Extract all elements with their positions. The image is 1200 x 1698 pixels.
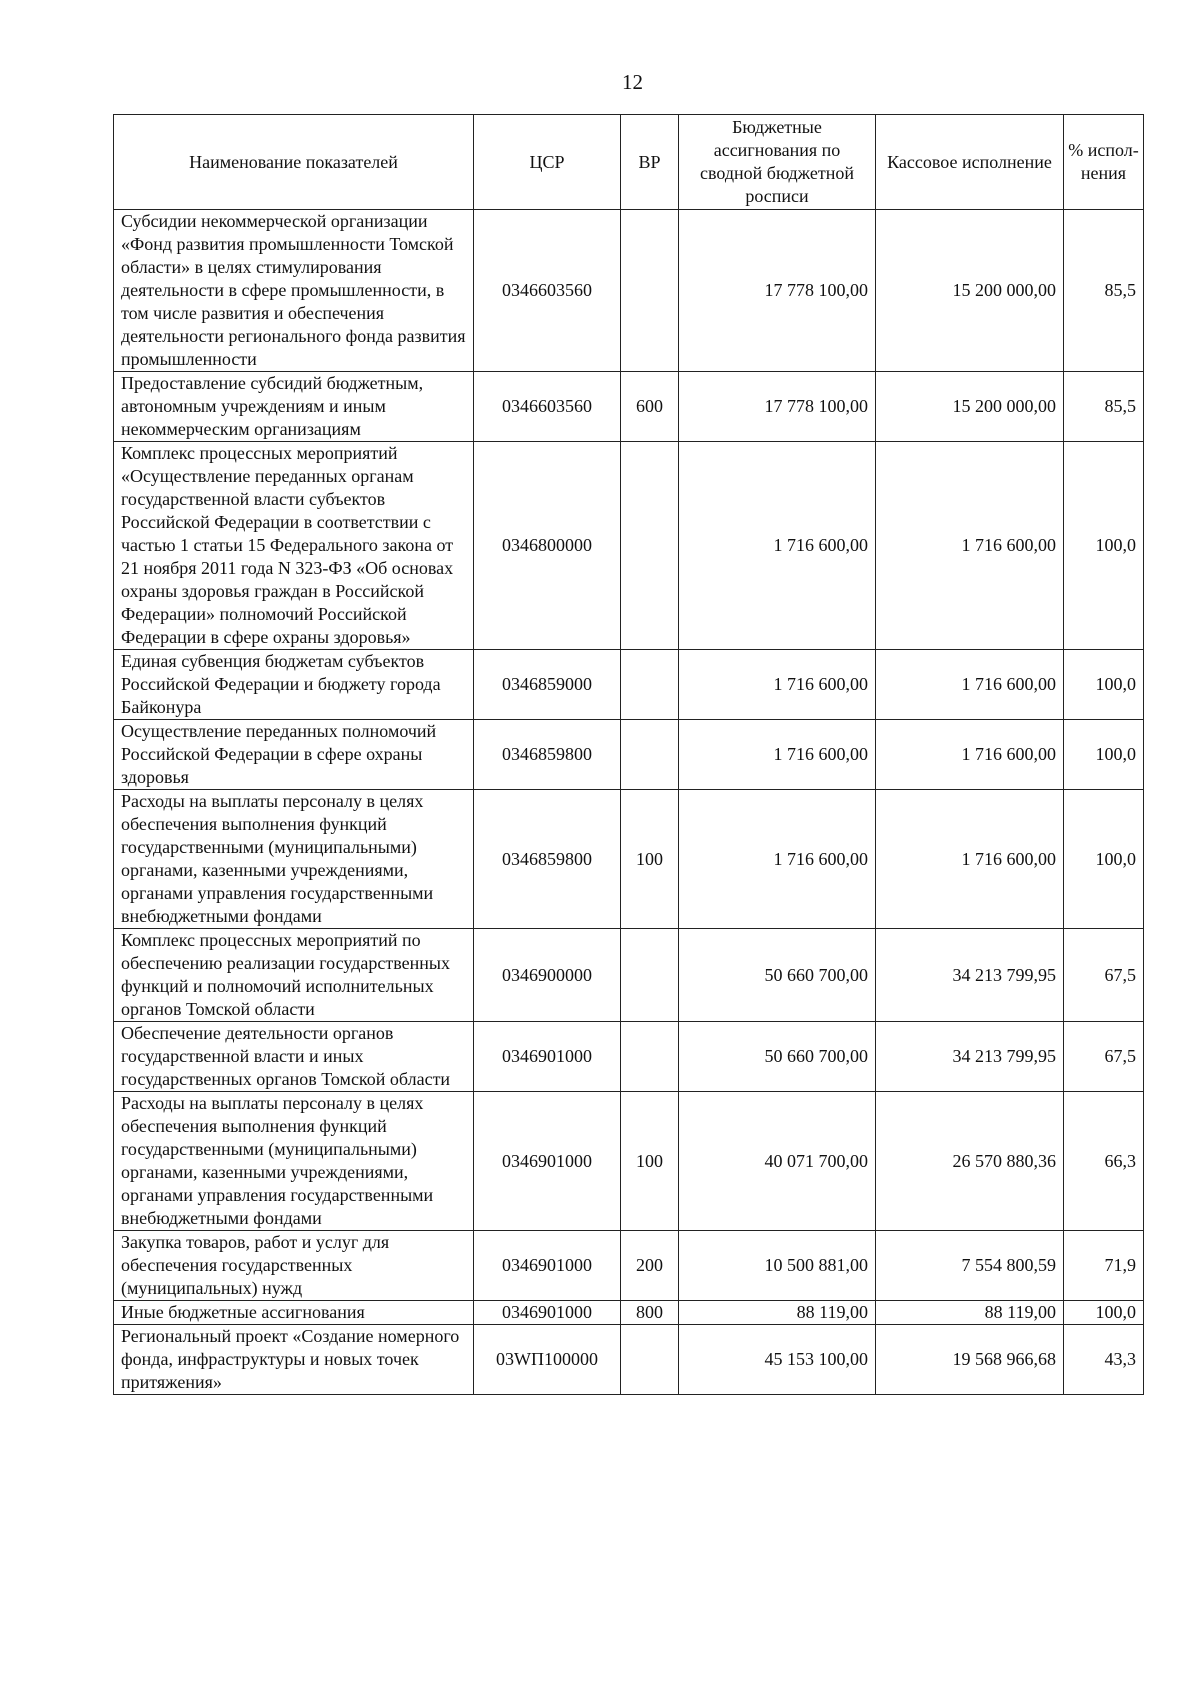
row-cash: 88 119,00 xyxy=(876,1301,1064,1325)
row-indicator-name: Закупка товаров, работ и услуг для обеспечения государственных (муниципальных) нужд xyxy=(114,1231,474,1301)
row-cash: 1 716 600,00 xyxy=(876,442,1064,650)
row-percent: 100,0 xyxy=(1064,650,1144,720)
row-indicator-name: Обеспечение деятельности органов государственной власти и иных государственных органов Томской области xyxy=(114,1022,474,1092)
row-indicator-name: Иные бюджетные ассигнования xyxy=(114,1301,474,1325)
row-csr: 0346603560 xyxy=(474,210,621,372)
table-header-row xyxy=(114,115,1144,210)
row-indicator-name: Субсидии некоммерческой организации «Фонд развития промышленности Томской области» в целях стимулирования деятельности в сфере промышленности, в том числе развития и обеспечения деятельности регионального фонда развития промышленности xyxy=(114,210,474,372)
row-budget: 50 660 700,00 xyxy=(679,1022,876,1092)
row-budget: 88 119,00 xyxy=(679,1301,876,1325)
row-indicator-name: Расходы на выплаты персоналу в целях обеспечения выполнения функций государственными (муниципальными) органами, казенными учреждениями, органами управления государственными внебюджетными фондами xyxy=(114,790,474,929)
row-cash: 1 716 600,00 xyxy=(876,720,1064,790)
row-vr: 100 xyxy=(621,790,679,929)
row-csr: 0346901000 xyxy=(474,1022,621,1092)
table-row xyxy=(114,1022,1144,1092)
row-vr: 600 xyxy=(621,372,679,442)
row-csr: 0346901000 xyxy=(474,1301,621,1325)
page-number: 12 xyxy=(622,70,643,94)
row-percent: 43,3 xyxy=(1064,1325,1144,1395)
row-cash: 15 200 000,00 xyxy=(876,210,1064,372)
row-indicator-name: Комплекс процессных мероприятий по обеспечению реализации государственных функций и полномочий исполнительных органов Томской области xyxy=(114,929,474,1022)
row-vr: 800 xyxy=(621,1301,679,1325)
header-vr: ВР xyxy=(621,115,679,210)
row-indicator-name: Расходы на выплаты персоналу в целях обеспечения выполнения функций государственными (муниципальными) органами, казенными учреждениями, органами управления государственными внебюджетными фондами xyxy=(114,1092,474,1231)
row-cash: 26 570 880,36 xyxy=(876,1092,1064,1231)
row-budget: 1 716 600,00 xyxy=(679,442,876,650)
row-vr xyxy=(621,929,679,1022)
table-row xyxy=(114,650,1144,720)
row-csr: 03WП100000 xyxy=(474,1325,621,1395)
row-percent: 67,5 xyxy=(1064,1022,1144,1092)
row-budget: 17 778 100,00 xyxy=(679,210,876,372)
row-percent: 71,9 xyxy=(1064,1231,1144,1301)
row-percent: 67,5 xyxy=(1064,929,1144,1022)
row-budget: 10 500 881,00 xyxy=(679,1231,876,1301)
row-percent: 66,3 xyxy=(1064,1092,1144,1231)
row-cash: 1 716 600,00 xyxy=(876,790,1064,929)
row-percent: 100,0 xyxy=(1064,1301,1144,1325)
row-csr: 0346900000 xyxy=(474,929,621,1022)
table-row xyxy=(114,210,1144,372)
row-indicator-name: Единая субвенция бюджетам субъектов Российской Федерации и бюджету города Байконура xyxy=(114,650,474,720)
header-cash-execution: Кассовое исполнение xyxy=(876,115,1064,210)
table-row xyxy=(114,1301,1144,1325)
row-budget: 1 716 600,00 xyxy=(679,650,876,720)
header-indicator-name: Наименование показателей xyxy=(114,115,474,210)
row-vr xyxy=(621,442,679,650)
row-indicator-name: Осуществление переданных полномочий Российской Федерации в сфере охраны здоровья xyxy=(114,720,474,790)
table-row xyxy=(114,372,1144,442)
row-csr: 0346859800 xyxy=(474,790,621,929)
row-percent: 85,5 xyxy=(1064,210,1144,372)
table-row xyxy=(114,442,1144,650)
row-budget: 17 778 100,00 xyxy=(679,372,876,442)
row-percent: 100,0 xyxy=(1064,720,1144,790)
row-percent: 100,0 xyxy=(1064,790,1144,929)
row-budget: 1 716 600,00 xyxy=(679,720,876,790)
row-csr: 0346901000 xyxy=(474,1092,621,1231)
row-vr xyxy=(621,1325,679,1395)
row-csr: 0346859800 xyxy=(474,720,621,790)
row-vr xyxy=(621,650,679,720)
row-csr: 0346800000 xyxy=(474,442,621,650)
row-budget: 50 660 700,00 xyxy=(679,929,876,1022)
row-cash: 1 716 600,00 xyxy=(876,650,1064,720)
row-cash: 34 213 799,95 xyxy=(876,929,1064,1022)
row-csr: 0346859000 xyxy=(474,650,621,720)
row-budget: 1 716 600,00 xyxy=(679,790,876,929)
row-vr xyxy=(621,1022,679,1092)
row-cash: 7 554 800,59 xyxy=(876,1231,1064,1301)
header-csr: ЦСР xyxy=(474,115,621,210)
header-execution-percent: % испол-нения xyxy=(1064,115,1144,210)
row-vr: 200 xyxy=(621,1231,679,1301)
row-indicator-name: Предоставление субсидий бюджетным, автономным учреждениям и иным некоммерческим организациям xyxy=(114,372,474,442)
row-percent: 85,5 xyxy=(1064,372,1144,442)
row-csr: 0346603560 xyxy=(474,372,621,442)
table-row xyxy=(114,720,1144,790)
row-indicator-name: Региональный проект «Создание номерного фонда, инфраструктуры и новых точек притяжения» xyxy=(114,1325,474,1395)
row-percent: 100,0 xyxy=(1064,442,1144,650)
table-row xyxy=(114,1092,1144,1231)
table-row xyxy=(114,1325,1144,1395)
header-budget-allocations: Бюджетные ассигнования по сводной бюджетной росписи xyxy=(679,115,876,210)
table-row xyxy=(114,929,1144,1022)
row-budget: 45 153 100,00 xyxy=(679,1325,876,1395)
row-vr xyxy=(621,720,679,790)
row-vr xyxy=(621,210,679,372)
row-indicator-name: Комплекс процессных мероприятий «Осуществление переданных органам государственной власти субъектов Российской Федерации в соответствии с частью 1 статьи 15 Федерального закона от 21 ноября 2011 года N 323-ФЗ «Об основах охраны здоровья граждан в Российской Федерации» полномочий Российской Федерации в сфере охраны здоровья» xyxy=(114,442,474,650)
table-row xyxy=(114,1231,1144,1301)
row-csr: 0346901000 xyxy=(474,1231,621,1301)
table-row xyxy=(114,790,1144,929)
row-cash: 19 568 966,68 xyxy=(876,1325,1064,1395)
row-budget: 40 071 700,00 xyxy=(679,1092,876,1231)
row-cash: 34 213 799,95 xyxy=(876,1022,1064,1092)
row-cash: 15 200 000,00 xyxy=(876,372,1064,442)
row-vr: 100 xyxy=(621,1092,679,1231)
budget-execution-table xyxy=(113,114,1144,1395)
